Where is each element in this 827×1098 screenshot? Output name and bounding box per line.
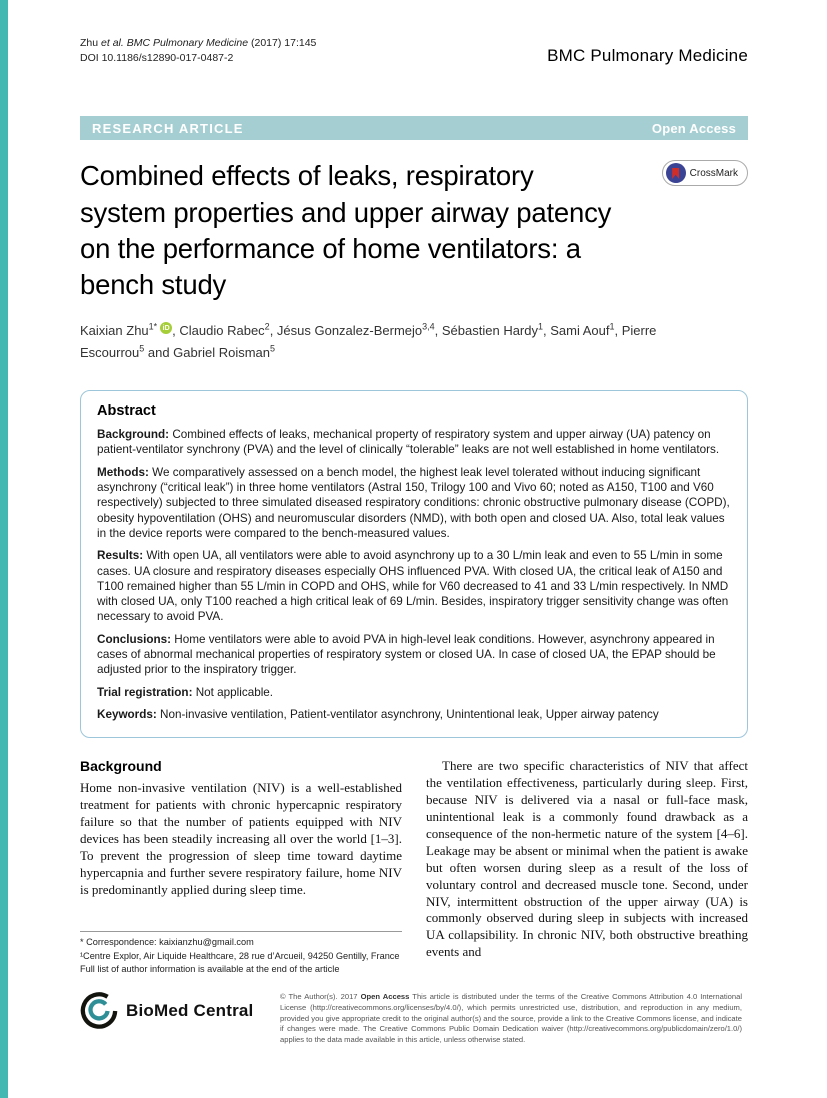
abstract-box xyxy=(80,390,748,739)
author-info-note: Full list of author information is available at the end of the article xyxy=(80,964,340,975)
citation-journal: et al. BMC Pulmonary Medicine xyxy=(101,37,249,49)
open-access-label: Open Access xyxy=(651,120,736,136)
footnote-divider xyxy=(80,931,402,932)
citation-issue: (2017) 17:145 xyxy=(248,37,317,49)
abstract-section xyxy=(97,707,731,722)
author-affil-sup: 5 xyxy=(139,343,145,354)
article-title: Combined effects of leaks, respiratory system properties and upper airway patency on the performance of home ventilators: a bench study xyxy=(80,160,612,301)
author-name: and Gabriel Roisman xyxy=(144,345,270,361)
page-content xyxy=(80,0,748,1098)
author-affil-sup: 1 xyxy=(609,321,615,332)
orcid-icon[interactable]: iD xyxy=(160,322,172,334)
author xyxy=(80,323,157,338)
abstract-section-text: We comparatively assessed on a bench model, the highest leak level tolerated without inducing significant asynchrony (“critical leak”) in three home ventilators (Astral 150, Trilogy 100 and Vivo 60; noted as A150, T100 and V60 respectively) subjected to three simulated diseased respiratory conditions: chronic obstructive pulmonary disease (COPD), obesity hypoventilation (OHS) and neuromuscular disorders (NMD), with both open and closed UA. Also, total leak values in the device reports were compared to the bench-measured values. xyxy=(97,465,730,540)
crossmark-badge[interactable] xyxy=(662,160,748,186)
author-name: , Jésus Gonzalez-Bermejo xyxy=(269,322,423,338)
crossmark-flag-icon xyxy=(672,168,679,179)
author-name: Kaixian Zhu xyxy=(80,322,149,338)
abstract-section-label: Methods: xyxy=(97,465,149,479)
page-footer xyxy=(80,992,748,1045)
author-name: , Sébastien Hardy xyxy=(434,322,538,338)
author-affil-sup: 1 xyxy=(538,321,544,332)
abstract-section-label: Trial registration: xyxy=(97,685,193,699)
correspondence-email-link[interactable]: kaixianzhu@gmail.com xyxy=(159,937,254,948)
author xyxy=(172,323,270,338)
author-list xyxy=(80,320,700,364)
abstract-heading: Abstract xyxy=(97,402,156,419)
author-name: , Sami Aouf xyxy=(543,322,610,338)
crossmark-label: CrossMark xyxy=(689,167,738,179)
author xyxy=(270,323,435,338)
abstract-section xyxy=(97,632,731,678)
abstract-section-label: Results: xyxy=(97,549,144,563)
crossmark-icon xyxy=(666,163,686,183)
correspondence-footnote xyxy=(80,931,402,976)
abstract-section xyxy=(97,427,731,458)
citation-line xyxy=(80,36,316,51)
biomed-central-logo-text: BioMed Central xyxy=(126,1001,254,1021)
citation-authors: Zhu xyxy=(80,37,102,49)
abstract-section-label: Keywords: xyxy=(97,708,157,722)
title-block xyxy=(80,158,748,303)
doi-line: DOI 10.1186/s12890-017-0487-2 xyxy=(80,52,234,65)
biomed-central-logo xyxy=(80,992,258,1030)
body-paragraph: There are two specific characteristics of NIV that affect the ventilation effectiveness, particularly during sleep. First, because NIV is delivered via a nasal or full-face mask, unintentional leak is a commonly found drawback as a consequence of the non-hermetic nature of the system [4–6]. Leakage may be absent or minimal when the patient is awake but often worsen during sleep as a result of the loss of voluntary control and decreased muscle tone. Second, under NIV, intermittent obstruction of the upper airway (UA) is commonly observed during sleep in subjects with increased UA collapsibility. In chronic NIV, both obstructive breathing events and xyxy=(426,758,748,960)
biomed-central-logo-icon xyxy=(80,992,118,1030)
copyright-open-access: Open Access xyxy=(360,992,410,1002)
citation-block xyxy=(80,36,316,66)
abstract-section-text: Home ventilators were able to avoid PVA in high-level leak conditions. However, asynchrony appeared in cases of abnormal mechanical properties of respiratory system or closed UA. In case of closed UA, the EPAP should be adjusted prior to the inspiratory trigger. xyxy=(97,632,716,677)
abstract-section xyxy=(97,685,731,700)
copyright-body: This article is distributed under the terms of the Creative Commons Attribution 4.0 International License (http://creativecommons.org/licenses/by/4.0/), which permits unrestricted use, distribution, and reproduction in any medium, provided you give appropriate credit to the original author(s) and the source, provide a link to the Creative Commons license, and indicate if changes were made. The Creative Commons Public Domain Dedication waiver (http://creativecommons.org/publicdomain/zero/1.0/) applies to the data made available in this article, unless otherwise stated. xyxy=(280,992,743,1044)
journal-name: BMC Pulmonary Medicine xyxy=(547,46,748,66)
abstract-section-text: Non-invasive ventilation, Patient-ventilator asynchrony, Unintentional leak, Upper airway patency xyxy=(156,708,659,722)
author-affil-sup: 1* xyxy=(148,321,158,332)
article-type-banner xyxy=(80,116,748,140)
copyright-notice xyxy=(280,992,742,1045)
abstract-section xyxy=(97,548,731,625)
page-header xyxy=(80,0,748,66)
left-column xyxy=(80,758,402,976)
author-name: , Claudio Rabec xyxy=(172,322,265,338)
abstract-section-label: Conclusions: xyxy=(97,632,172,646)
article-type-label: RESEARCH ARTICLE xyxy=(92,120,244,136)
affiliation-line: ¹Centre Explor, Air Liquide Healthcare, 28 rue d’Arcueil, 94250 Gentilly, France xyxy=(80,950,400,961)
correspondence-line xyxy=(80,936,402,949)
abstract-section-text: Combined effects of leaks, mechanical property of respiratory system and upper airway (UA) patency on patient-ventilator synchrony (PVA) and the level of clinically “tolerable” leaks are not well established in home ventilators. xyxy=(97,427,720,457)
section-heading-background: Background xyxy=(80,758,162,775)
left-accent-stripe xyxy=(0,0,8,1098)
body-columns xyxy=(80,758,748,976)
author xyxy=(144,345,275,360)
abstract-section-text: With open UA, all ventilators were able to avoid asynchrony up to a 30 L/min leak and even to 55 L/min in some cases. UA closure and respiratory diseases especially OHS influenced PVA. With closed UA, the critical leak of A150 and T100 remained higher than 55 L/min in COPD and OHS, while for V60 decreased to 41 and 33 L/min respectively. In NMD with closed UA, only T100 reached a high critical leak of 69 L/min. Besides, inspiratory trigger sensitivity change was often necessary to avoid PVA. xyxy=(97,549,729,624)
abstract-section xyxy=(97,465,731,542)
abstract-section-text: Not applicable. xyxy=(192,685,274,699)
right-column xyxy=(426,758,748,976)
author xyxy=(543,323,615,338)
author-affil-sup: 3,4 xyxy=(422,321,435,332)
author-affil-sup: 5 xyxy=(270,343,276,354)
author-affil-sup: 2 xyxy=(264,321,270,332)
correspondence-label: * Correspondence: xyxy=(80,937,160,948)
author xyxy=(435,323,543,338)
author-name: , Pierre Escourrou xyxy=(80,322,657,361)
abstract-section-label: Background: xyxy=(97,427,170,441)
body-paragraph: Home non-invasive ventilation (NIV) is a well-established treatment for patients with chronic hypercapnic respiratory failure so that the number of patients equipped with NIV devices has been steadily increasing all over the world [1–3]. To prevent the progression of sleep time toward daytime hypercapnia and further severe respiratory failure, home NIV is predominantly applied during sleep time. xyxy=(80,780,402,897)
copyright-prefix: © The Author(s). 2017 xyxy=(280,992,361,1002)
